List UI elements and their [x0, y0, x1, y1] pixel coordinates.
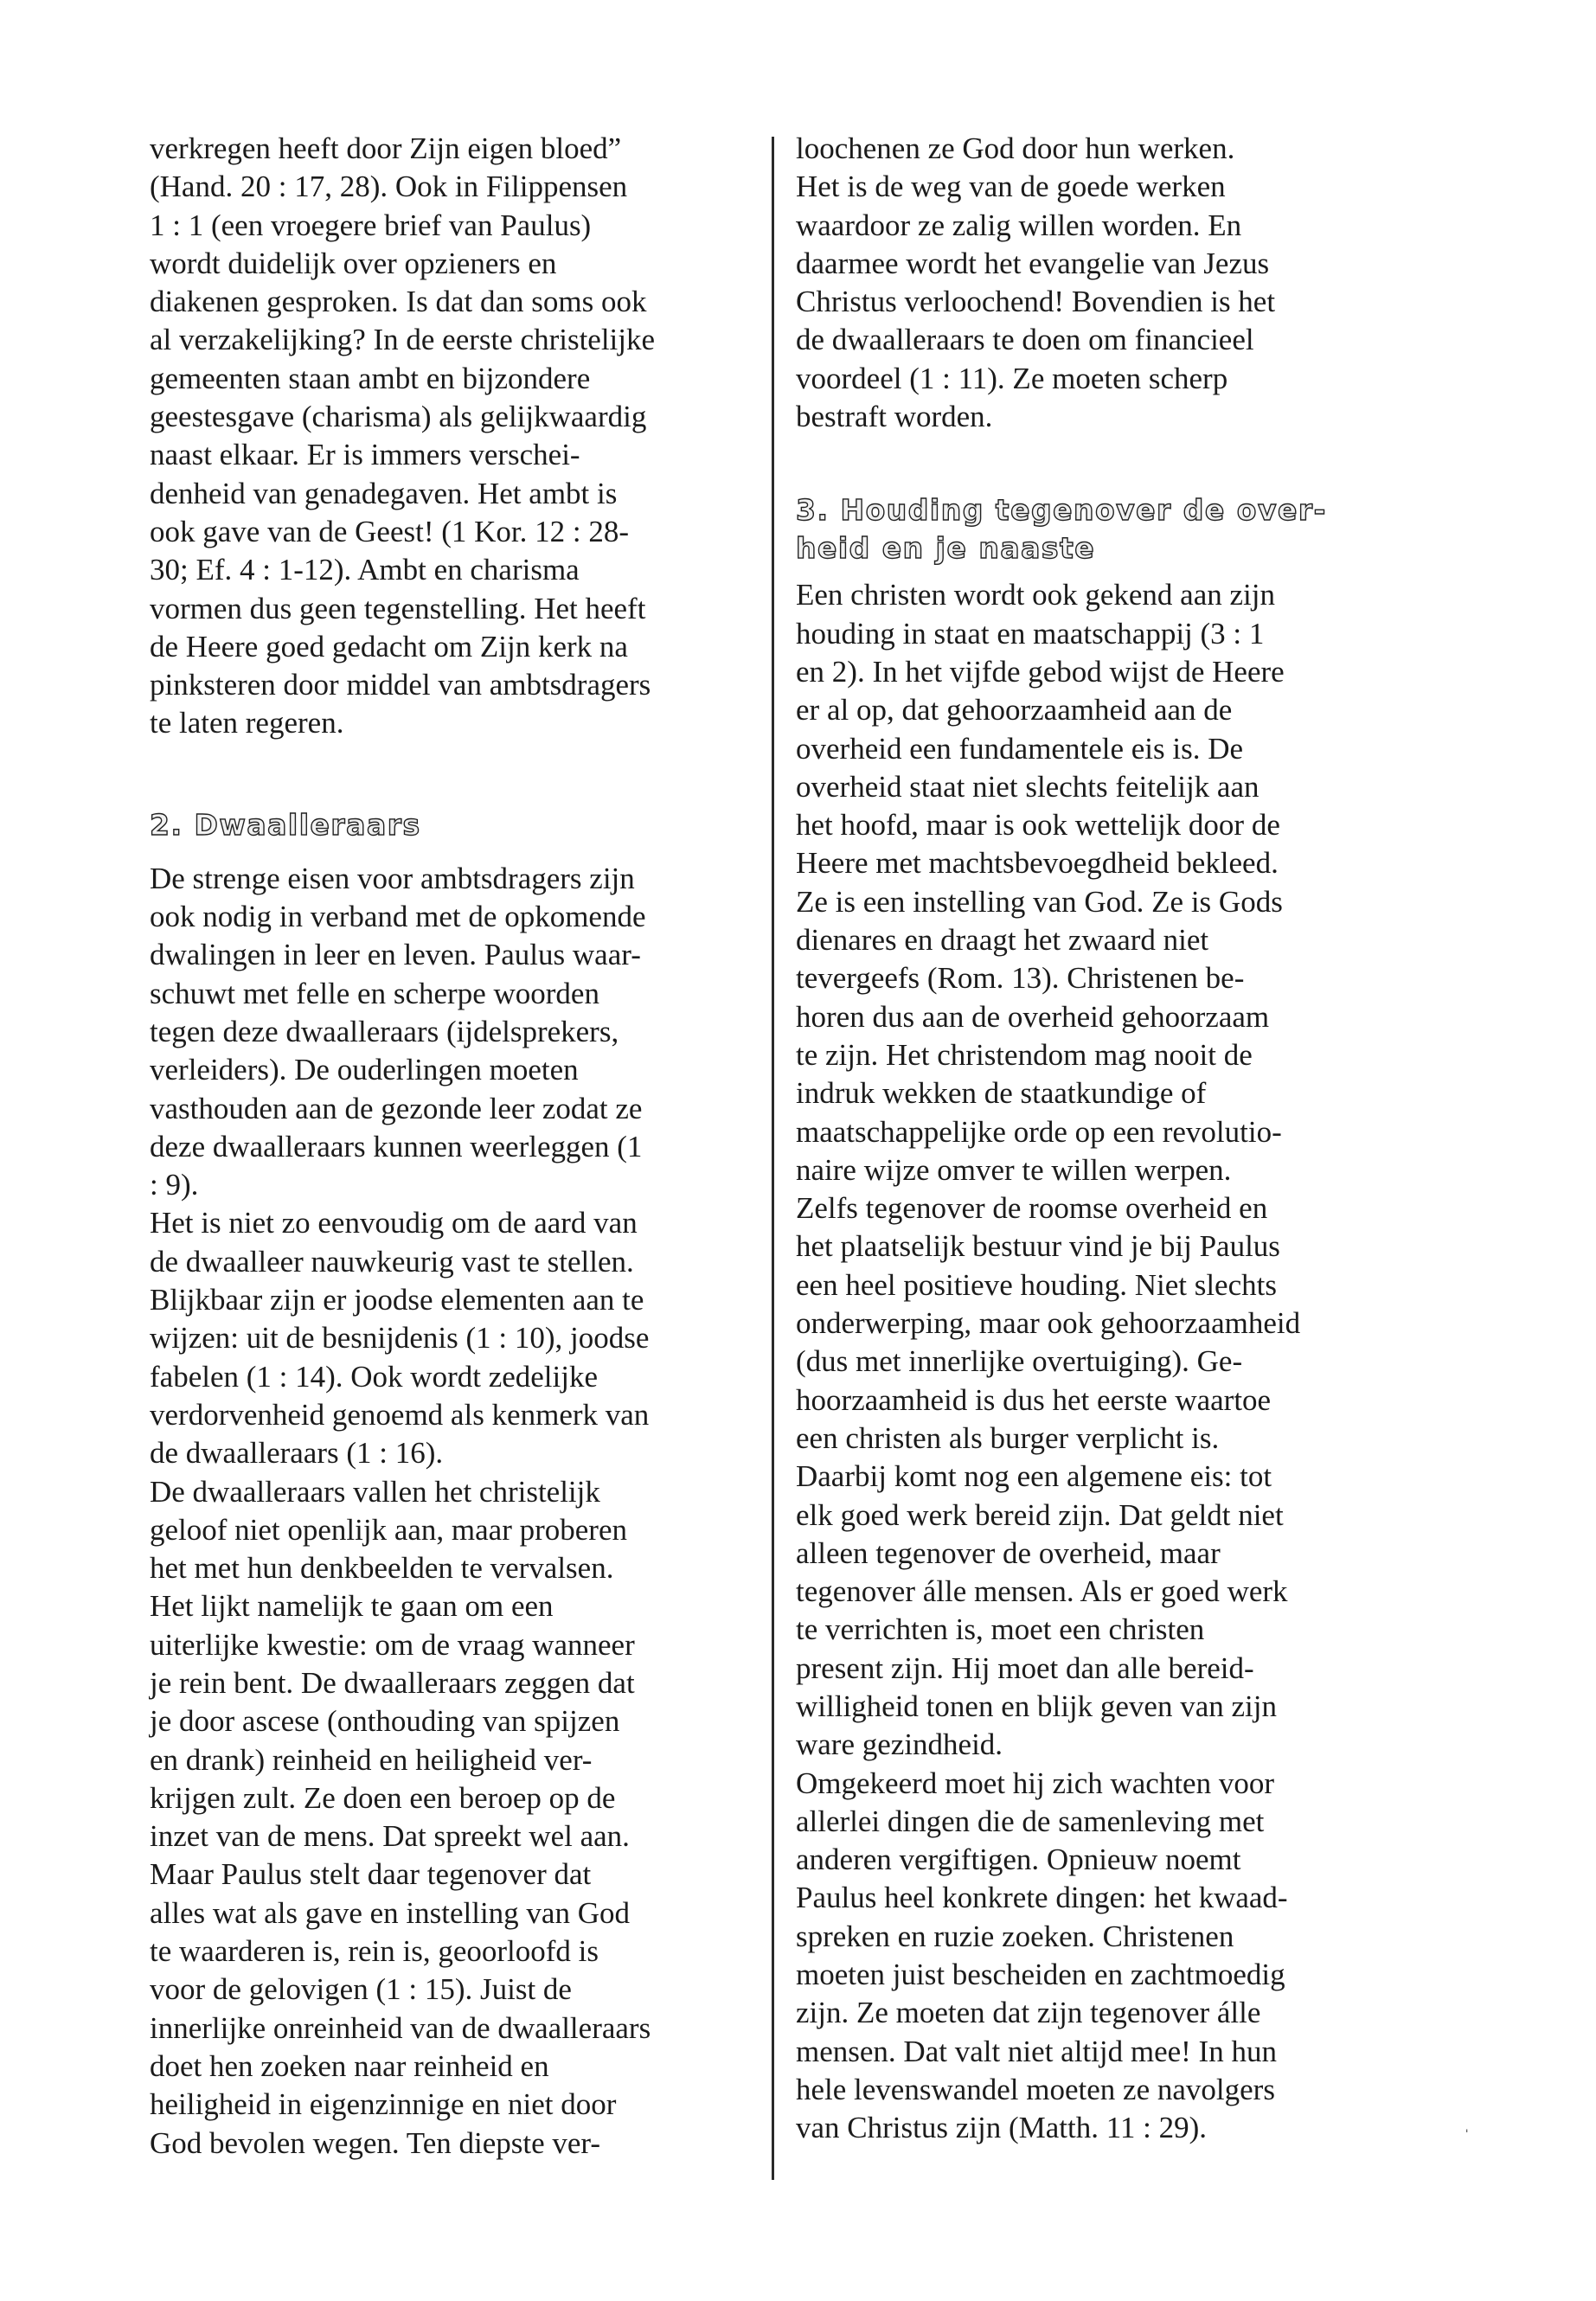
text-line: voor de gelovigen (1 : 15). Juist de: [150, 1972, 572, 2007]
text-line: de dwaalleraars (1 : 16).: [150, 1436, 444, 1471]
text-line: : 9).: [150, 1168, 199, 1202]
text-line: de Heere goed gedacht om Zijn kerk na: [150, 629, 628, 663]
text-line: naast elkaar. Er is immers verschei-: [150, 438, 580, 472]
text-line: Daarbij komt nog een algemene eis: tot: [796, 1459, 1272, 1494]
text-line: wordt duidelijk over opzieners en: [150, 246, 557, 280]
text-line: overheid staat niet slechts feitelijk aan: [796, 769, 1259, 804]
text-line: vasthouden aan de gezonde leer zodat ze: [150, 1091, 643, 1125]
text-line: 30; Ef. 4 : 1-12). Ambt en charisma: [150, 553, 580, 587]
text-line: Het is niet zo eenvoudig om de aard van: [150, 1206, 638, 1240]
text-line: de dwaalleer nauwkeurig vast te stellen.: [150, 1244, 634, 1279]
right-intro-paragraph: [796, 130, 1471, 436]
text-line: vormen dus geen tegenstelling. Het heeft: [150, 591, 646, 625]
text-line: heiligheid in eigenzinnige en niet door: [150, 2087, 617, 2122]
text-line: te laten regeren.: [150, 706, 344, 740]
text-line: er al op, dat gehoorzaamheid aan de: [796, 693, 1233, 727]
text-line: allerlei dingen die de samenleving met: [796, 1804, 1265, 1838]
text-line: Christus verloochend! Bovendien is het: [796, 285, 1276, 319]
text-line: geloof niet openlijk aan, maar proberen: [150, 1512, 628, 1547]
text-line: verkregen heeft door Zijn eigen bloed”: [150, 131, 622, 165]
text-line: loochenen ze God door hun werken.: [796, 131, 1235, 165]
text-line: te waarderen is, rein is, geoorloofd is: [150, 1934, 599, 1969]
text-line: een heel positieve houding. Niet slechts: [796, 1267, 1277, 1302]
text-line: (dus met innerlijke overtuiging). Ge-: [796, 1344, 1243, 1379]
text-line: het hoofd, maar is ook wettelijk door de: [796, 808, 1280, 843]
text-line: spreken en ruzie zoeken. Christenen: [796, 1919, 1234, 1953]
text-line: dienares en draagt het zwaard niet: [796, 923, 1209, 958]
text-line: ook gave van de Geest! (1 Kor. 12 : 28-: [150, 514, 630, 548]
text-line: overheid een fundamentele eis is. De: [796, 731, 1244, 766]
text-line: willigheid tonen en blijk geven van zijn: [796, 1689, 1277, 1723]
stray-mark: ˌ: [1464, 2111, 1471, 2132]
text-line: alleen tegenover de overheid, maar: [796, 1535, 1221, 1570]
column-divider: [772, 137, 774, 2180]
text-line: gemeenten staan ambt en bijzondere: [150, 361, 591, 395]
text-line: deze dwaalleraars kunnen weerleggen (1: [150, 1129, 643, 1163]
text-line: Heere met machtsbevoegdheid bekleed.: [796, 846, 1279, 881]
text-line: horen dus aan de overheid gehoorzaam: [796, 999, 1270, 1034]
text-line: pinksteren door middel van ambtsdragers: [150, 668, 651, 702]
text-line: zijn. Ze moeten dat zijn tegenover álle: [796, 1996, 1261, 2030]
text-line: dwalingen in leer en leven. Paulus waar-: [150, 938, 641, 972]
text-line: ware gezindheid.: [796, 1727, 1003, 1762]
text-line: anderen vergiftigen. Opnieuw noemt: [796, 1843, 1241, 1877]
text-line: het plaatselijk bestuur vind je bij Paulus: [796, 1229, 1280, 1264]
text-line: indruk wekken de staatkundige of: [796, 1076, 1207, 1111]
text-line: doet hen zoeken naar reinheid en: [150, 2048, 549, 2083]
text-line: daarmee wordt het evangelie van Jezus: [796, 246, 1270, 280]
text-line: uiterlijke kwestie: om de vraag wanneer: [150, 1627, 635, 1662]
text-line: tegen deze dwaalleraars (ijdelsprekers,: [150, 1014, 619, 1048]
text-line: geestesgave (charisma) als gelijkwaardig: [150, 400, 647, 434]
left-intro-paragraph: [150, 130, 807, 743]
text-line: Maar Paulus stelt daar tegenover dat: [150, 1857, 592, 1892]
right-column: [796, 130, 1471, 2148]
text-line: al verzakelijking? In de eerste christelijke: [150, 323, 656, 357]
text-line: mensen. Dat valt niet altijd mee! In hun: [796, 2034, 1277, 2068]
text-line: 1 : 1 (een vroegere brief van Paulus): [150, 208, 592, 242]
section-3-heading: [796, 491, 1471, 567]
left-column: [150, 130, 807, 2163]
text-line: ook nodig in verband met de opkomende: [150, 900, 646, 934]
text-line: Zelfs tegenover de roomse overheid en: [796, 1191, 1268, 1226]
text-line: houding in staat en maatschappij (3 : 1: [796, 616, 1265, 651]
text-line: inzet van de mens. Dat spreekt wel aan.: [150, 1819, 630, 1854]
text-line: Paulus heel konkrete dingen: het kwaad-: [796, 1881, 1288, 1915]
text-line: van Christus zijn (Matth. 11 : 29).: [796, 2111, 1208, 2145]
text-line: innerlijke onreinheid van de dwaalleraars: [150, 2010, 651, 2045]
text-line: de dwaalleraars te doen om financieel: [796, 323, 1254, 357]
text-line: tegenover álle mensen. Als er goed werk: [796, 1574, 1288, 1609]
text-line: hoorzaamheid is dus het eerste waartoe: [796, 1382, 1272, 1417]
text-line: een christen als burger verplicht is.: [796, 1420, 1220, 1455]
section-2-body: [150, 860, 807, 2163]
text-line: wijzen: uit de besnijdenis (1 : 10), joodse: [150, 1321, 650, 1356]
text-line: en 2). In het vijfde gebod wijst de Heere: [796, 654, 1285, 689]
text-line: voordeel (1 : 11). Ze moeten scherp: [796, 361, 1228, 395]
heading-line: 3. Houding tegenover de over-: [796, 493, 1327, 528]
text-line: je door ascese (onthouding van spijzen: [150, 1704, 620, 1739]
section-2-heading: 2. Dwaalleraars: [150, 807, 421, 842]
text-line: verleiders). De ouderlingen moeten: [150, 1053, 579, 1087]
text-line: het met hun denkbeelden te vervalsen.: [150, 1551, 614, 1586]
text-line: waardoor ze zalig willen worden. En: [796, 208, 1242, 242]
text-line: maatschappelijke orde op een revolutio-: [796, 1114, 1282, 1149]
text-line: Een christen wordt ook gekend aan zijn: [796, 578, 1275, 612]
text-line: Het lijkt namelijk te gaan om een: [150, 1589, 554, 1624]
text-line: krijgen zult. Ze doen een beroep op de: [150, 1780, 616, 1815]
text-line: je rein bent. De dwaalleraars zeggen dat: [150, 1665, 635, 1700]
text-line: Het is de weg van de goede werken: [796, 170, 1226, 204]
text-line: diakenen gesproken. Is dat dan soms ook: [150, 285, 647, 319]
text-line: hele levenswandel moeten ze navolgers: [796, 2072, 1275, 2106]
text-line: elk goed werk bereid zijn. Dat geldt niet: [796, 1497, 1284, 1532]
text-line: te zijn. Het christendom mag nooit de: [796, 1037, 1253, 1072]
text-line: God bevolen wegen. Ten diepste ver-: [150, 2125, 601, 2160]
text-line: onderwerping, maar ook gehoorzaamheid: [796, 1306, 1301, 1341]
heading-line: heid en je naaste: [796, 531, 1096, 566]
text-line: Ze is een instelling van God. Ze is Gods: [796, 884, 1283, 919]
text-line: De strenge eisen voor ambtsdragers zijn: [150, 861, 635, 895]
text-line: moeten juist bescheiden en zachtmoedig: [796, 1958, 1285, 1992]
text-line: naire wijze omver te willen werpen.: [796, 1152, 1232, 1187]
text-line: fabelen (1 : 14). Ook wordt zedelijke: [150, 1359, 599, 1394]
section-3-body: [796, 576, 1471, 2147]
text-line: tevergeefs (Rom. 13). Christenen be-: [796, 961, 1245, 996]
text-line: te verrichten is, moet een christen: [796, 1612, 1205, 1647]
text-line: (Hand. 20 : 17, 28). Ook in Filippensen: [150, 170, 628, 204]
text-line: Omgekeerd moet hij zich wachten voor: [796, 1766, 1274, 1800]
text-line: schuwt met felle en scherpe woorden: [150, 976, 599, 1010]
text-line: denheid van genadegaven. Het ambt is: [150, 476, 618, 510]
text-line: Blijkbaar zijn er joodse elementen aan te: [150, 1283, 644, 1317]
text-line: alles wat als gave en instelling van God: [150, 1895, 630, 1930]
text-line: De dwaalleraars vallen het christelijk: [150, 1474, 600, 1509]
text-line: verdorvenheid genoemd als kenmerk van: [150, 1397, 650, 1432]
text-line: bestraft worden.: [796, 400, 993, 434]
text-line: present zijn. Hij moet dan alle bereid-: [796, 1650, 1254, 1685]
text-line: en drank) reinheid en heiligheid ver-: [150, 1742, 593, 1777]
